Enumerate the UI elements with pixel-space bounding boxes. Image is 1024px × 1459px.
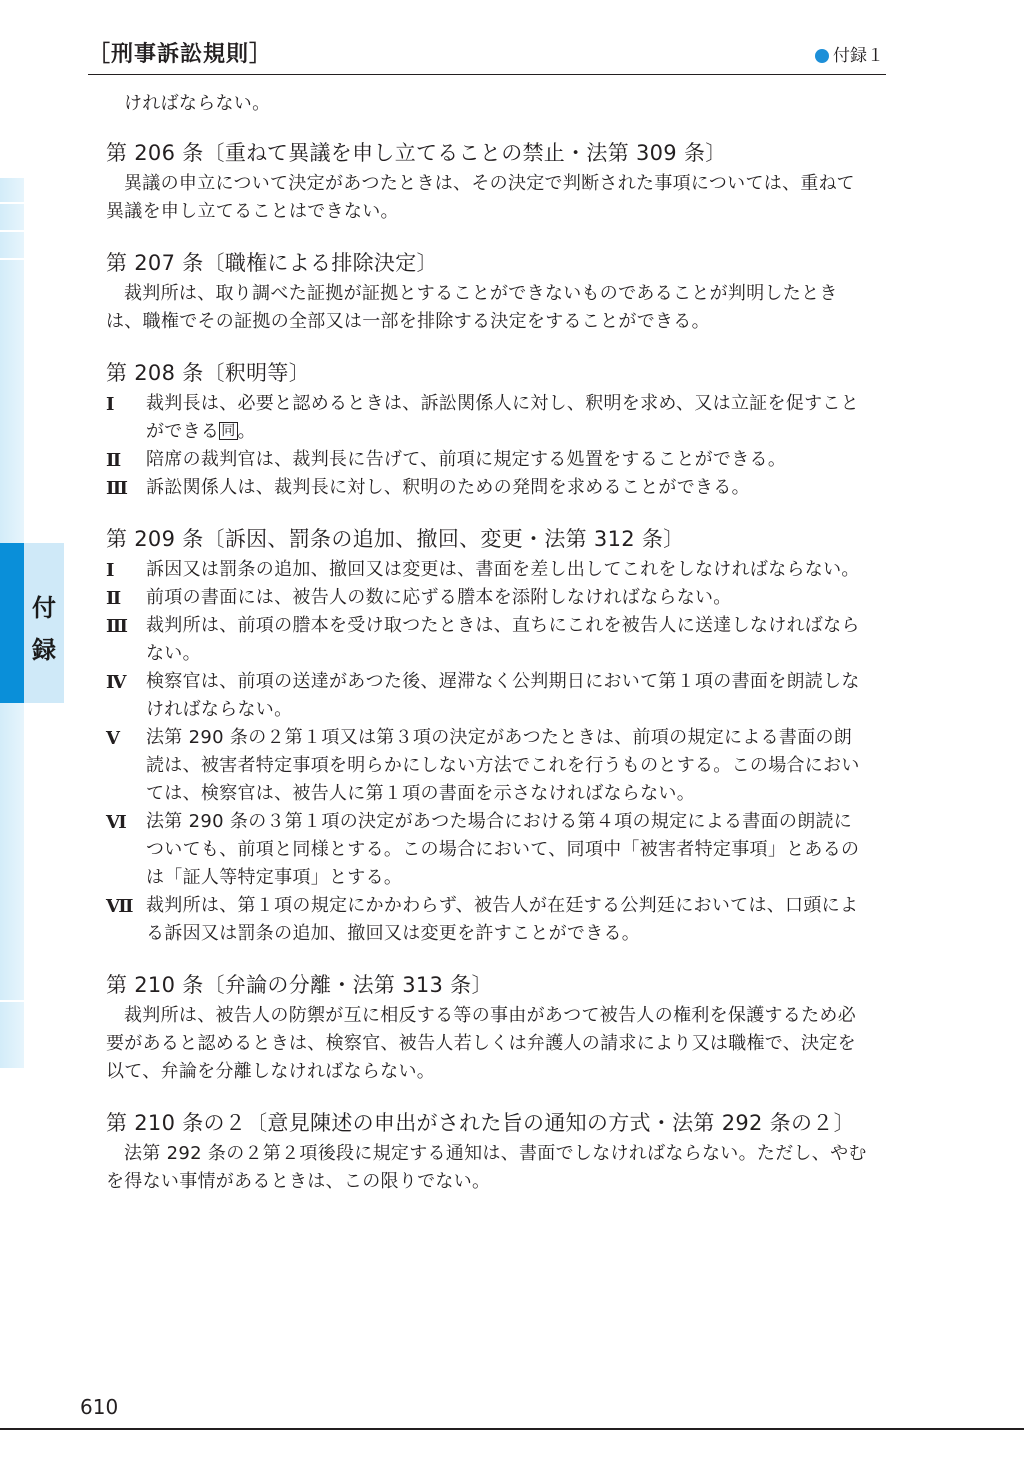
article-title: 第 209 条〔訴因、罰条の追加、撤回、変更・法第 312 条〕 [106,527,685,551]
item-number: Ⅱ [106,450,122,470]
item-number: Ⅱ [106,588,122,608]
article-title: 第 210 条の２〔意見陳述の申出がされた旨の通知の方式・法第 292 条の２〕 [106,1111,855,1135]
list-item [106,584,870,612]
item-number: Ⅰ [106,394,115,414]
list-item [106,724,870,808]
article-title: 第 206 条〔重ねて異議を申し立てることの禁止・法第 309 条〕 [106,141,727,165]
list-item [106,556,870,584]
list-item [106,612,870,668]
side-tab-char-1: 付 [32,594,56,622]
item-number: Ⅴ [106,728,121,748]
item-text: 法第 290 条の３第１項の決定があつた場合における第４項の規定による書面の朗読についても、前項と同様とする。この場合において、同項中「被害者特定事項」とあるのは「証人等特定事項」とする。 [146,811,860,888]
list-item [106,668,870,724]
header-section-label: 付録１ [833,46,884,66]
article-body: 異議の申立について決定があつたときは、その決定で判断された事項については、重ねて異議を申し立てることはできない。 [106,173,855,222]
list-item [106,892,870,948]
item-text: 法第 290 条の２第１項又は第３項の決定があつたときは、前項の規定による書面の朗読は、被害者特定事項を明らかにしない方法でこれを行うものとする。この場合においては、検察官は、被告人に第１項の書面を示さなければならない。 [146,727,860,804]
item-text: 裁判所は、前項の謄本を受け取つたときは、直ちにこれを被告人に送達しなければならない。 [146,615,860,664]
item-number: Ⅵ [106,812,127,832]
item-text: 訴因又は罰条の追加、撤回又は変更は、書面を差し出してこれをしなければならない。 [146,559,860,580]
item-text: 裁判長は、必要と認めるときは、訴訟関係人に対し、釈明を求め、又は立証を促すことができる [146,393,859,442]
item-number: Ⅰ [106,560,115,580]
header-section [815,44,884,68]
article-body: 裁判所は、取り調べた証拠が証拠とすることができないものであることが判明したときは、職権でその証拠の全部又は一部を排除する決定をすることができる。 [106,283,838,332]
item-text: 前項の書面には、被告人の数に応ずる謄本を添附しなければならない。 [146,587,732,608]
list-item [106,474,870,502]
side-tab-char-2: 録 [32,636,56,664]
article-title: 第 208 条〔釈明等〕 [106,361,311,385]
list-item [106,390,870,446]
side-tab-accent [0,543,24,703]
main-content [106,90,870,1196]
item-number: Ⅶ [106,896,134,916]
page-number: 610 [80,1395,119,1419]
article-body: 法第 292 条の２第２項後段に規定する通知は、書面でしなければならない。ただし、やむを得ない事情があるときは、この限りでない。 [106,1143,867,1192]
item-text: 訴訟関係人は、裁判長に対し、釈明のための発問を求めることができる。 [146,477,750,498]
item-number: Ⅲ [106,478,129,498]
item-text: 裁判所は、第１項の規定にかかわらず、被告人が在廷する公判廷においては、口頭による訴因又は罰条の追加、撤回又は変更を許すことができる。 [146,895,859,944]
bullet-dot-icon [815,49,829,63]
equivalence-symbol: 同 [221,423,236,439]
item-number: Ⅲ [106,616,129,636]
list-item [106,808,870,892]
item-number: Ⅳ [106,672,127,692]
list-item [106,446,870,474]
article-body: 裁判所は、被告人の防禦が互に相反する等の事由があつて被告人の権利を保護するため必要があると認めるときは、検察官、被告人若しくは弁護人の請求により又は職権で、決定を以て、弁論を分離しなければならない。 [106,1005,856,1082]
bottom-divider [0,1428,1024,1430]
article-title: 第 210 条〔弁論の分離・法第 313 条〕 [106,973,493,997]
page-header [88,40,886,75]
header-title: ［刑事訴訟規則］ [88,42,273,67]
item-text-tail: 。 [237,421,256,442]
lead-text: ければならない。 [124,93,271,114]
side-tab-appendix[interactable] [0,543,64,703]
article-title: 第 207 条〔職権による排除決定〕 [106,251,438,275]
item-text: 検察官は、前項の送達があつた後、遅滞なく公判期日において第１項の書面を朗読しなければならない。 [146,671,860,720]
side-tab-label [30,587,58,671]
item-text: 陪席の裁判官は、裁判長に告げて、前項に規定する処置をすることができる。 [146,449,787,470]
